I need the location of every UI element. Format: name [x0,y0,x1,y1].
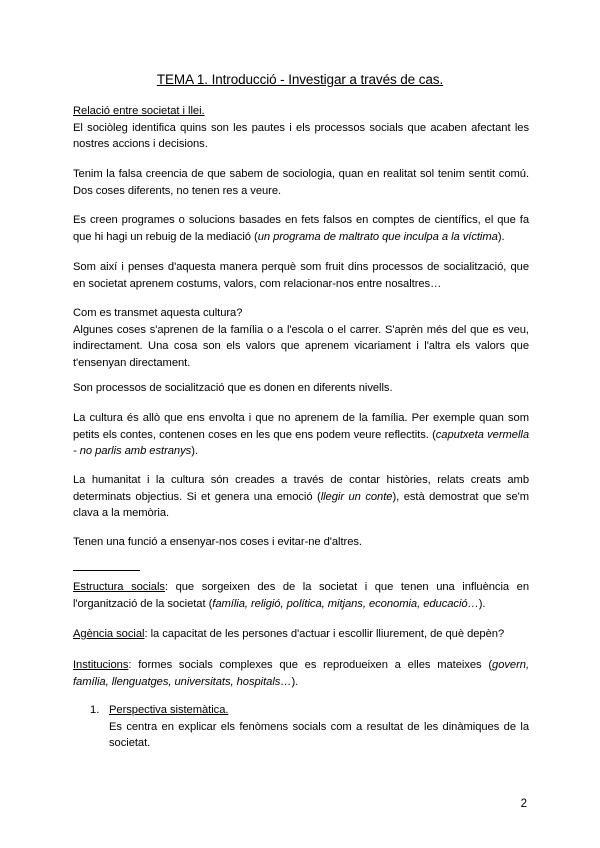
paragraph-socialitzacio: Som així i penses d'aquesta manera perquè som fruit dins processos de socialització, que en societat aprenem costums, valors, com relacionar-nos entre nosaltres… [73,261,529,290]
paragraph-cultura-transmissio [73,305,529,371]
section-heading: Relació entre societat i llei. [73,105,205,117]
paragraph-end: ). [497,230,505,243]
paragraph-text: La humanitat i la cultura són creades a través de contar històries, relats creats amb determinats objectius. Si et genera una emoció ( [73,474,529,503]
question-text: Com es transmet aquesta cultura? [73,307,243,319]
definition-term: Institucions [73,659,129,671]
definition-term: Estructura socials [73,581,165,593]
definition-text: : formes socials complexes que es reprodueixen a elles mateixes ( [128,659,493,671]
section-relacio [73,103,529,153]
paragraph-end: ). [191,445,198,457]
list-number: 1. [90,704,100,716]
paragraph-nivells: Son processos de socialització que es donen en diferents nivells. [73,382,393,394]
paragraph-text: Algunes coses s'aprenen de la família o a l'escola o el carrer. S'aprèn més del que es veu, indirectament. Una cosa son els valors que aprenem vicariament i l'altra els valors que t'ensenyan directament. [73,323,529,369]
definition-text: : la capacitat de les persones d'actuar i escollir lliurement, de què depèn? [144,628,505,640]
definition-estructura [73,579,529,612]
paragraph-cultura [73,410,529,460]
list-item-text: Es centra en explicar els fenòmens socials com a resultat de les dinàmiques de la societat. [109,720,529,749]
page-title: TEMA 1. Introducció - Investigar a través de cas. [156,72,444,87]
paragraph-text: El sociòleg identifica quins son les pautes i els processos socials que acaben afectant les nostres accions i decisions. [73,121,529,150]
paragraph-text: Es creen programes o solucions basades en fets falsos en comptes de científics, el que fa que hi hagi un rebuig de la mediació ( [73,214,529,243]
definition-end: ). [478,597,486,610]
definition-italic: família, religió, política, mitjans, economia, educació… [212,597,479,610]
definition-end: ). [291,675,299,688]
paragraph-sentit-comu: Tenim la falsa creencia de que sabem de sociologia, quan en realitat sol tenim sentit comú. Dos coses diferents, no tenen res a veure. [73,168,529,197]
definition-text: : que sorgeixen des de la societat i que tenen una influència en l'organització de la societat ( [73,581,530,610]
paragraph-italic: caputxeta vermella - no parlis amb estranys [73,428,529,457]
paragraph-end: ), està demostrat que se'm clava a la memòria. [73,490,530,519]
page-number: 2 [520,798,527,810]
paragraph-humanitat [73,472,529,522]
paragraph-text: La cultura és allò que ens envolta i que no aprenem de la família. Per exemple quan som petits els contes, contenen coses en les que ens podem veure reflectits. ( [73,412,529,441]
paragraph-programes [73,212,529,245]
definition-term: Agència social [73,628,145,640]
paragraph-italic: llegir un conte [320,490,393,503]
definition-agencia [73,626,529,643]
definition-italic: govern, família, llenguatges, universitats, hospitals… [73,659,529,688]
list-item-perspectiva [109,702,529,752]
paragraph-funcio: Tenen una funció a ensenyar-nos coses i evitar-ne d'altres. [73,536,362,548]
definition-institucions [73,657,529,690]
paragraph-italic: un programa de maltrato que inculpa a la víctima [257,230,498,243]
section-divider [73,570,140,571]
list-item-heading: Perspectiva sistemàtica. [109,704,229,716]
